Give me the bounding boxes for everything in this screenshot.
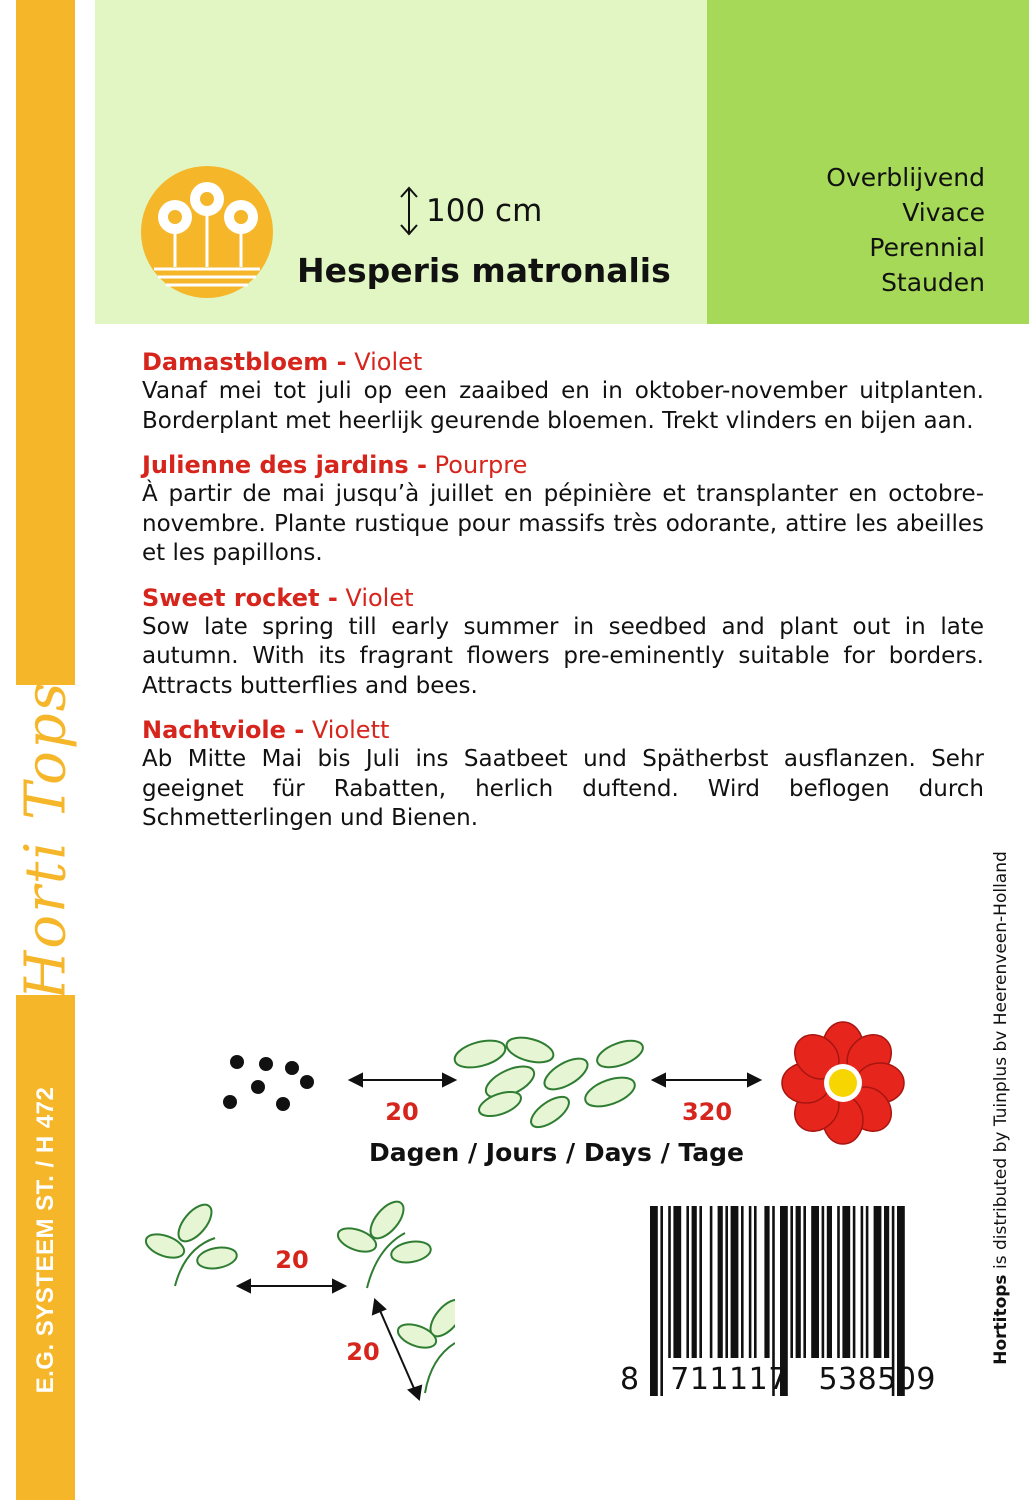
description-color: Violet	[354, 348, 423, 376]
plant-spacing-value: 20	[346, 1338, 380, 1366]
barcode-bar	[699, 1206, 702, 1358]
flower-badge-icon	[140, 165, 274, 299]
barcode-bar	[822, 1206, 825, 1358]
barcode-bar	[811, 1206, 819, 1358]
barcode-bar	[861, 1206, 864, 1358]
barcode-bar	[692, 1206, 697, 1358]
days-label: Dagen / Jours / Days / Tage	[369, 1138, 744, 1167]
description-text: Sow late spring till early summer in seedbed and plant out in late autumn. With its fragrant flowers pre-eminently suitable for borders. Attracts butterflies and bees.	[142, 613, 984, 699]
barcode-digit-group: 8	[620, 1362, 640, 1397]
description-en	[142, 584, 984, 702]
height-arrow-icon	[398, 185, 420, 237]
height-value: 100 cm	[426, 193, 543, 229]
description-color: Violet	[345, 583, 414, 612]
spacing-diagram	[135, 1188, 455, 1408]
barcode-bar	[837, 1206, 840, 1358]
barcode-bar	[803, 1206, 806, 1358]
flowering-days: 320	[681, 1098, 733, 1126]
description-nl	[142, 348, 984, 436]
description-name: Julienne des jardins -	[142, 451, 427, 479]
species-name: Hesperis matronalis	[297, 251, 671, 290]
barcode-bar	[725, 1206, 728, 1358]
seedling-left-icon	[143, 1199, 239, 1286]
descriptions	[142, 348, 984, 849]
description-color: Violett	[311, 716, 390, 744]
distributor-note	[991, 851, 1011, 1365]
left-strip-top	[16, 0, 75, 685]
germination-days: 20	[385, 1098, 419, 1126]
barcode-bar	[741, 1206, 744, 1358]
seeds-icon	[223, 1055, 314, 1111]
plant-height	[398, 183, 542, 239]
growth-sequence	[210, 1012, 790, 1142]
barcode-bar	[686, 1206, 689, 1358]
description-color: Pourpre	[434, 451, 528, 479]
lifecycle-nl: Overblijvend	[826, 163, 985, 192]
description-name: Nachtviole -	[142, 716, 305, 744]
seedling-right-icon	[335, 1196, 433, 1288]
barcode-bar	[790, 1206, 793, 1358]
product-code: E.G. SYSTEEM ST. / H 472	[32, 1086, 59, 1394]
arrow-plant-spacing-icon	[373, 1300, 421, 1399]
brand-logo: Horti Tops	[13, 680, 79, 1000]
description-de	[142, 716, 984, 834]
description-fr	[142, 451, 984, 569]
lifecycle-list	[826, 160, 985, 300]
row-spacing-value: 20	[275, 1246, 309, 1274]
arrow-row-spacing-icon	[238, 1280, 345, 1292]
barcode-bar	[827, 1206, 832, 1358]
lifecycle-en: Perennial	[869, 233, 985, 262]
lifecycle-de: Stauden	[881, 268, 985, 297]
barcode-bar	[718, 1206, 723, 1358]
barcode-bar	[842, 1206, 850, 1358]
distributor-text: is distributed by Tuinplus bv Heerenveen-Holland	[991, 851, 1011, 1275]
arrow-flowering-icon	[653, 1074, 760, 1086]
barcode-bar	[796, 1206, 801, 1358]
barcode-bar	[749, 1206, 752, 1358]
seedling-bottom-icon	[395, 1294, 455, 1393]
barcode-digits	[620, 1362, 936, 1397]
barcode-bar	[853, 1206, 856, 1358]
description-text: Ab Mitte Mai bis Juli ins Saatbeet und Spätherbst ausflanzen. Sehr geeignet für Rabatten, herlich duftend. Wird beflogen durch Schmetterlingen und Bienen.	[142, 746, 984, 831]
barcode-digit-group: 538509	[818, 1362, 936, 1397]
barcode-bar	[710, 1206, 713, 1358]
distributor-brand: Hortitops	[991, 1274, 1011, 1365]
lifecycle-fr: Vivace	[902, 198, 985, 227]
barcode-bar	[884, 1206, 889, 1358]
barcode-bar	[866, 1206, 869, 1358]
barcode-bar	[668, 1206, 671, 1358]
barcode-bar	[673, 1206, 681, 1358]
description-text: À partir de mai jusqu’à juillet en pépinière et transplanter en octobre-novembre. Plante rustique pour massifs très odorante, attire les abeilles et les papillons.	[142, 481, 984, 566]
barcode-digit-group: 711117	[670, 1362, 788, 1397]
seedlings-icon	[452, 1033, 647, 1133]
description-name: Sweet rocket -	[142, 583, 338, 612]
barcode-bar	[754, 1206, 757, 1358]
arrow-germination-icon	[350, 1074, 455, 1086]
description-name: Damastbloem -	[142, 348, 347, 376]
flower-icon	[780, 1020, 906, 1146]
barcode-bar	[731, 1206, 739, 1358]
barcode-bar	[874, 1206, 882, 1358]
description-text: Vanaf mei tot juli op een zaaibed en in oktober-november uitplanten. Borderplant met heerlijk geurende bloemen. Trekt vlinders en bijen aan.	[142, 378, 984, 434]
barcode-bar	[764, 1206, 769, 1358]
